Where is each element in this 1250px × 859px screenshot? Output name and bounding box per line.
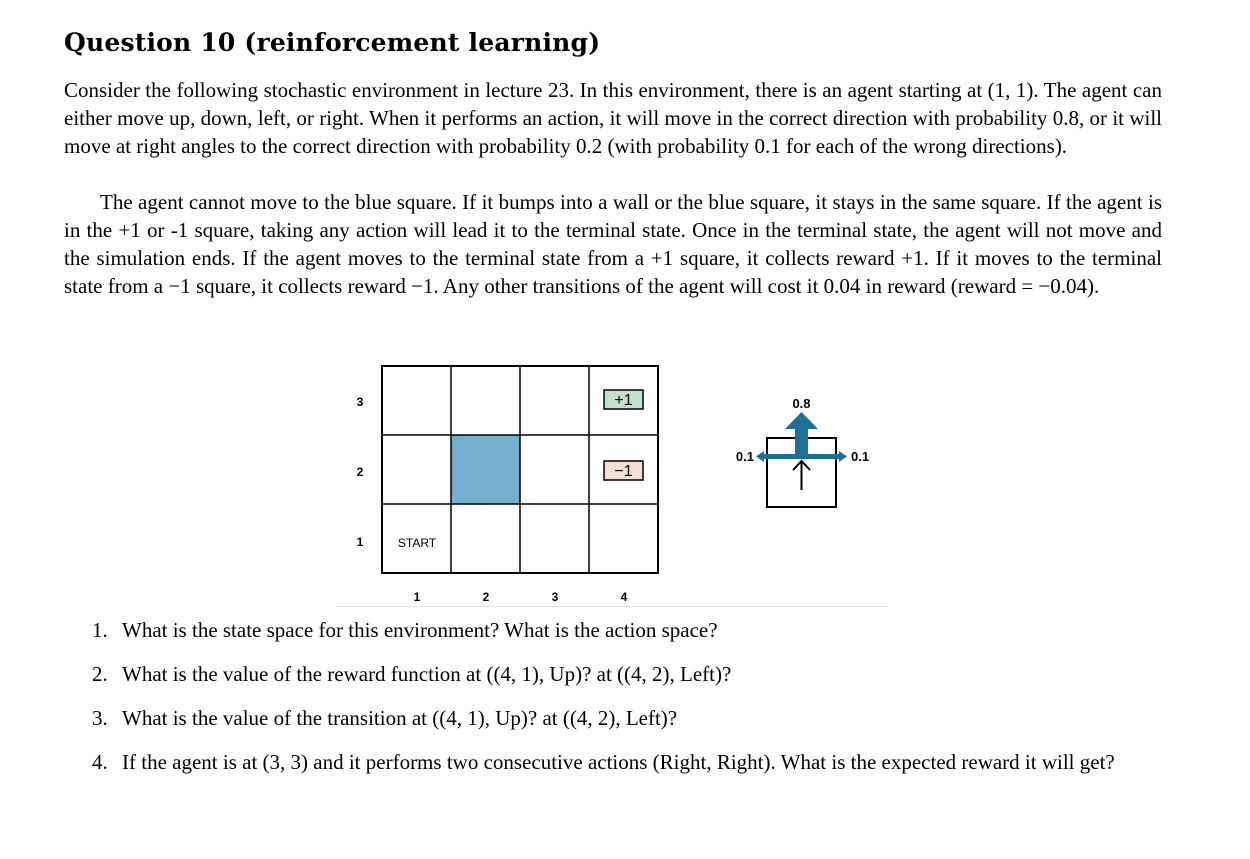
question-number: 3. xyxy=(92,706,108,730)
start-label: START xyxy=(397,536,437,550)
row-label-1: 1 xyxy=(356,535,364,549)
question-number: 4. xyxy=(92,750,108,774)
forward-prob-label: 0.8 xyxy=(792,396,811,411)
question-text: If the agent is at (3, 3) and it performs two consecutive actions (Right, Right). What is the expected reward it will get? xyxy=(122,750,1115,774)
rules-paragraph: The agent cannot move to the blue square. If it bumps into a wall or the blue square, it stays in the same square. If the agent is in the +1 or -1 square, taking any action will lead it to the terminal state. Once in the terminal state, the agent will not move and the simulation ends. If the agent moves to the terminal state from a +1 square, it collects reward +1. If it moves to the terminal state from a −1 square, it collects reward −1. Any other transitions of the agent will cost it 0.04 in reward (reward = −0.04). xyxy=(64,190,1162,298)
col-label-2: 2 xyxy=(482,590,490,604)
minus-one-label: −1 xyxy=(614,463,633,480)
gridworld-diagram xyxy=(336,360,888,606)
question-item xyxy=(92,748,1162,776)
question-number: 1. xyxy=(92,618,108,642)
row-label-3: 3 xyxy=(356,395,364,409)
right-prob-label: 0.1 xyxy=(851,449,870,464)
question-item xyxy=(92,660,1162,688)
gridworld-figure xyxy=(336,360,888,607)
question-text: What is the value of the transition at ((4, 1), Up)? at ((4, 2), Left)? xyxy=(122,706,678,730)
col-label-1: 1 xyxy=(413,590,421,604)
question-item xyxy=(92,704,1162,732)
question-title: Question 10 (reinforcement learning) xyxy=(64,28,601,57)
question-text: What is the state space for this environment? What is the action space? xyxy=(122,618,718,642)
plus-one-label: +1 xyxy=(614,392,633,409)
left-prob-label: 0.1 xyxy=(735,449,754,464)
question-number: 2. xyxy=(92,662,108,686)
row-label-2: 2 xyxy=(356,465,364,479)
intro-paragraph: Consider the following stochastic environment in lecture 23. In this environment, there is an agent starting at (1, 1). The agent can either move up, down, left, or right. When it performs an action, it will move in the correct direction with probability 0.8, or it will move at right angles to the correct direction with probability 0.2 (with probability 0.1 for each of the wrong directions). xyxy=(64,78,1162,158)
col-label-3: 3 xyxy=(551,590,559,604)
question-list xyxy=(92,616,1162,792)
question-item xyxy=(92,616,1162,644)
question-text: What is the value of the reward function at ((4, 1), Up)? at ((4, 2), Left)? xyxy=(122,662,732,686)
blocked-cell xyxy=(451,435,520,504)
col-label-4: 4 xyxy=(620,590,628,604)
